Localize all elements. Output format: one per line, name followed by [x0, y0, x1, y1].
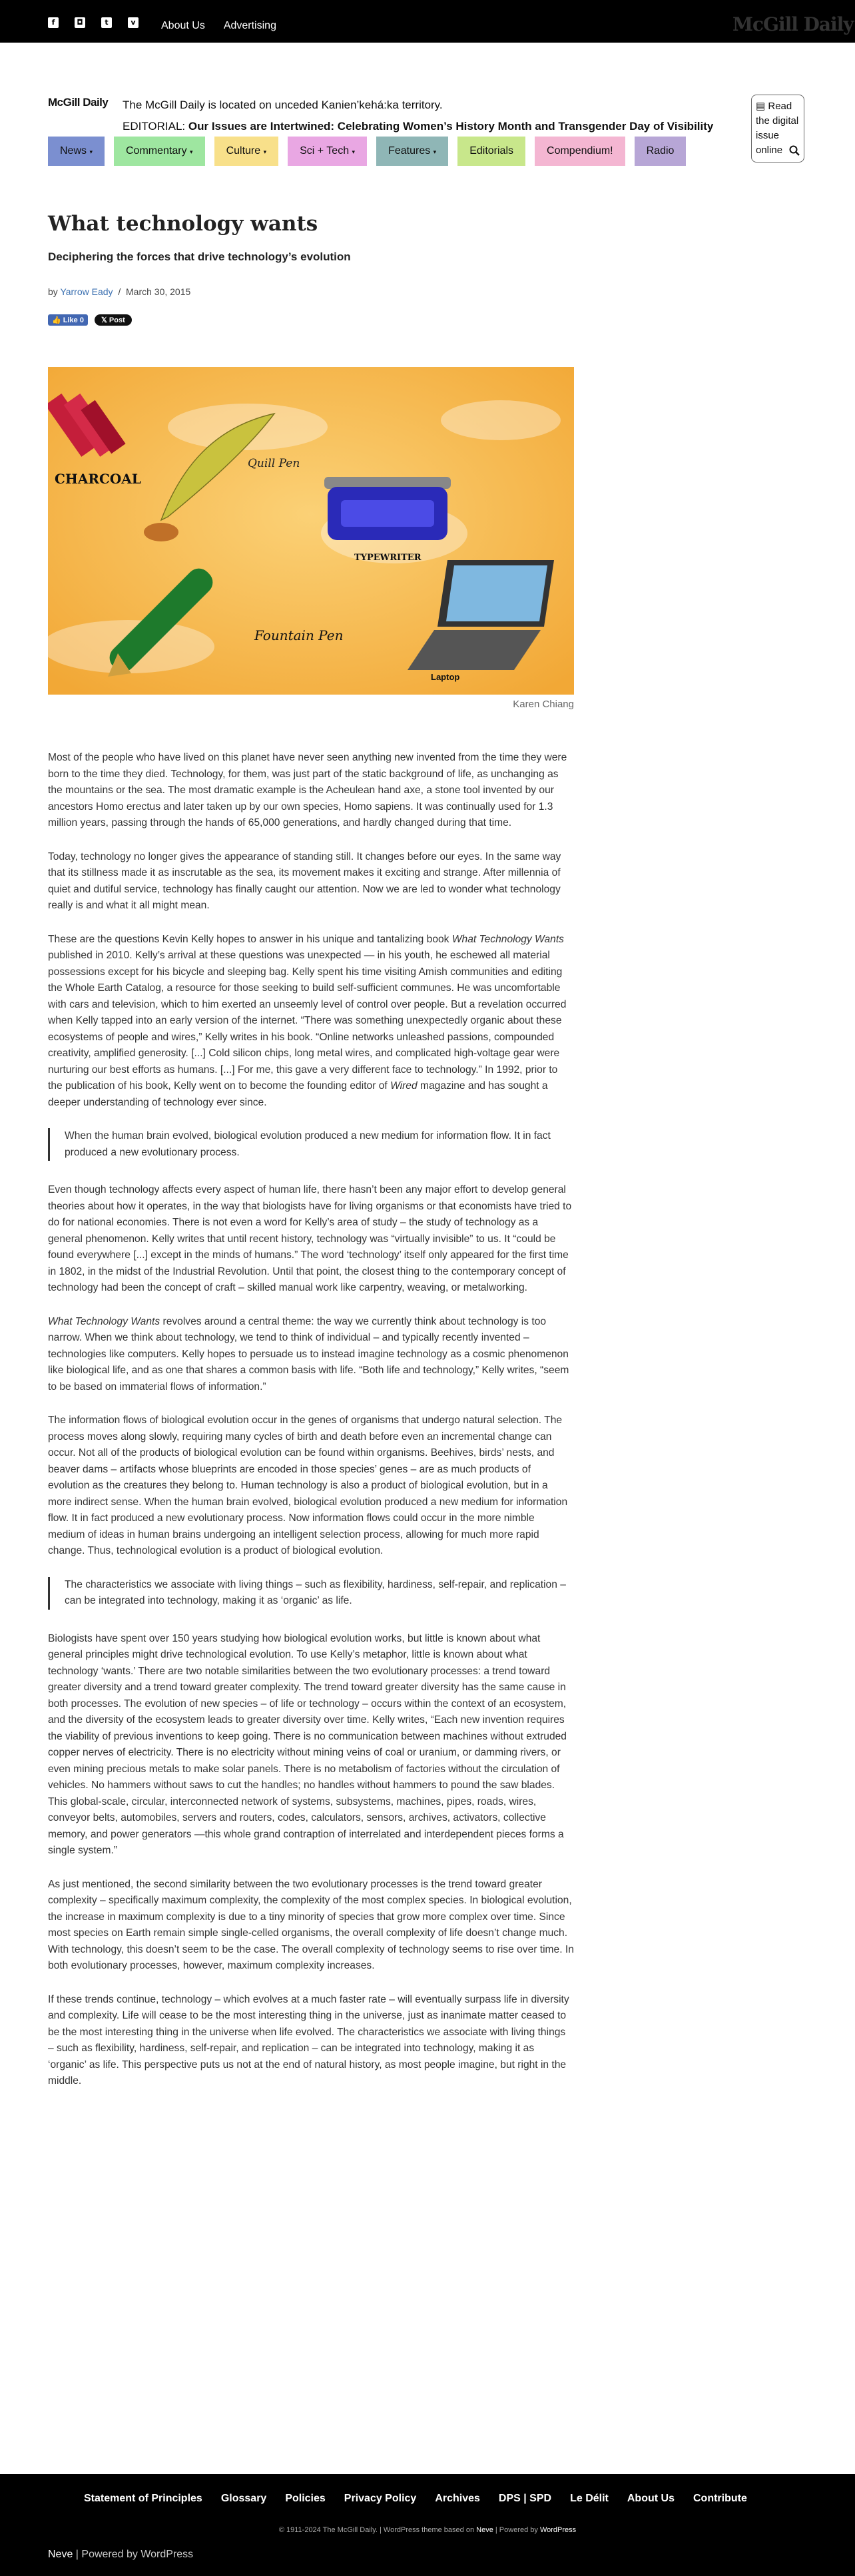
typewriter-drawing	[324, 477, 451, 540]
wordpress-link[interactable]: WordPress	[539, 2526, 577, 2534]
footer-link-glossary[interactable]: Glossary	[220, 2493, 267, 2504]
image-caption: Karen Chiang	[513, 699, 574, 710]
nav-culture[interactable]: Culture ▾	[214, 137, 279, 166]
thumbs-up-icon: 👍	[52, 316, 61, 324]
x-icon: 𝕏	[101, 316, 107, 324]
footer-link-contribute[interactable]: Contribute	[693, 2493, 747, 2504]
neve-link[interactable]: Neve	[476, 2526, 493, 2534]
byline	[48, 286, 574, 297]
facebook-like-button[interactable]: 👍 Like 0	[48, 314, 88, 326]
author-link[interactable]: Yarrow Eady	[60, 286, 113, 297]
theme-credit: Neve | Powered by WordPress	[48, 2549, 194, 2560]
chevron-down-icon: ▾	[89, 149, 93, 155]
vimeo-icon[interactable]: v	[128, 17, 139, 28]
neve-credit-link[interactable]: Neve	[48, 2549, 73, 2560]
paragraph-6: The information flows of biological evolution occur in the genes of organisms that undergo natural selection. The process moves along slowly, requiring many cycles of birth and death before even an incremental change can occur. Not all of the products of biological evolution can be found within organisms. Beehives, birds’ nests, and beaver dams – artifacts whose blueprints are encoded in those species’ genes – are as much products of evolution as the creatures they belong to. Human technology is also a product of biological evolution, but in a more indirect sense. When the human brain evolved, biological evolution produced a new medium for information flow. It in fact produced a new evolutionary process. Now information flows could occur in the more nimble medium of ideas in human brains undergoing an intelligent selection process, allowing for much more rapid change. Thus, technological evolution is a product of biological evolution.	[48, 1415, 568, 1556]
advertising-link[interactable]: Advertising	[223, 20, 276, 31]
x-post-button[interactable]: 𝕏 Post	[95, 314, 132, 326]
footer-link-archives[interactable]: Archives	[435, 2493, 480, 2504]
newspaper-icon: ▤	[756, 101, 766, 112]
social-links	[48, 17, 139, 28]
site-logo[interactable]: McGill Daily	[48, 96, 109, 109]
laptop-label: Laptop	[431, 672, 460, 682]
pull-quote-1: When the human brain evolved, biological evolution produced a new medium for information flow. It in fact produced a new evolutionary process.	[48, 1128, 574, 1161]
footer-link-privacy[interactable]: Privacy Policy	[344, 2493, 417, 2504]
read-digital-label: Read the digital issue online	[756, 101, 799, 156]
footer-link-policies[interactable]: Policies	[285, 2493, 326, 2504]
chevron-down-icon: ▾	[263, 149, 267, 155]
nav-sci-tech[interactable]: Sci + Tech ▾	[288, 137, 367, 166]
instagram-icon[interactable]: ◘	[75, 17, 85, 28]
twitter-icon[interactable]: t	[101, 17, 112, 28]
footer-link-about[interactable]: About Us	[627, 2493, 675, 2504]
category-nav	[48, 137, 686, 166]
top-logo[interactable]: McGill Daily	[732, 13, 854, 35]
article-illustration	[48, 367, 574, 695]
chevron-down-icon: ▾	[352, 149, 356, 155]
quill-label: Quill Pen	[248, 457, 300, 470]
article-title: What technology wants	[48, 212, 318, 236]
nav-compendium[interactable]: Compendium!	[535, 137, 625, 166]
about-us-link[interactable]: About Us	[161, 20, 205, 31]
illustration-svg	[48, 367, 574, 695]
article-body	[48, 750, 574, 2090]
pull-quote-2: The characteristics we associate with living things – such as flexibility, hardiness, self-repair, and replication – can be integrated into technology, making it as ‘organic’ as life.	[48, 1577, 574, 1610]
paragraph-5: What Technology Wants revolves around a central theme: the way we currently think about technology is too narrow. When we think about technology, we tend to think of individual – and typically recently invented – technologies like computers. Kelly hopes to persuade us to instead imagine technology as a cosmic phenomenon like biological life, and as one that shares a common basis with life. “Both life and technology,” Kelly writes, “seem to be based on immaterial flows of information.”	[48, 1315, 569, 1393]
top-bar	[0, 0, 855, 43]
paragraph-7: Biologists have spent over 150 years studying how biological evolution works, but little is known about what general principles might drive technological evolution. To use Kelly’s metaphor, little is known about what technology ‘wants.’ There are two notable similarities between the two evolutionary processes: a trend toward greater diversity and a trend toward greater complexity. The trend toward greater diversity has the same cause in both processes. The evolution of new species – of life or technology – occurs within the context of an ecosystem, and the diversity of the ecosystem leads to greater diversity over time. Kelly writes, “Each new invention requires the viability of previous inventions to keep going. There is no communication between machines without extruded copper nerves of electricity. There is no electricity without mining veins of coal or uranium, or damming rivers, or even mining precious metals to make solar panels. There is no metabolism of factories without the circulation of vehicles. No hammers without saws to cut the handles; no handles without hammers to pound the saw blades. This global-scale, circular, interconnected network of systems, subsystems, machines, pipes, roads, wires, conveyor belts, automobiles, servers and routers, codes, calculators, sensors, archives, activators, collective memory, and power generators —this whole grand contraption of interrelated and interdependent pieces forms a single system.”	[48, 1632, 567, 1856]
site-footer	[0, 2474, 855, 2576]
typewriter-label: TYPEWRITER	[354, 553, 422, 563]
footer-link-principles[interactable]: Statement of Principles	[84, 2493, 202, 2504]
paragraph-9: If these trends continue, technology – which evolves at a much faster rate – will eventually surpass life in diversity and complexity. Life will cease to be the most interesting thing in the universe, just as inanimate matter ceased to be the most interesting thing in the universe when life evolved. The characteristics we associate with living things – such as flexibility, hardiness, self-repair, and replication – can be integrated into technology, making it as ‘organic’ as life. This perspective puts us not at the end of natural history, as most people imagine, but right in the middle.	[48, 1993, 569, 2087]
editorial-title[interactable]: Our Issues are Intertwined: Celebrating Women’s History Month and Transgender Day of Visibility	[188, 120, 714, 133]
nav-radio[interactable]: Radio	[635, 137, 687, 166]
editorial-banner[interactable]	[123, 120, 713, 133]
paragraph-8: As just mentioned, the second similarity between the two evolutionary processes is the trend toward greater complexity – specifically maximum complexity, the complexity of the most complex species. In biological evolution, the increase in maximum complexity is due to a tiny minority of species that grow more complex over time. Since most species on Earth remain simple single-celled organisms, the overall complexity of life doesn’t change much. With technology, this doesn’t seem to be the case. The overall complexity of technology seems to rise over time. In both evolutionary processes, however, maximum complexity increases.	[48, 1878, 574, 1971]
chevron-down-icon: ▾	[433, 149, 437, 155]
top-links	[161, 20, 276, 32]
footer-link-le-delit[interactable]: Le Délit	[570, 2493, 609, 2504]
paragraph-2: Today, technology no longer gives the appearance of standing still. It changes before our eyes. In the same way that its stillness made it as inscrutable as the sea, its movement makes it exciting and strange. After millennia of quiet and dutiful service, technology has finally caught our attention. Now we are led to wonder what technology really is and what it all might mean.	[48, 850, 561, 911]
byline-by: by	[48, 286, 58, 297]
land-acknowledgement: The McGill Daily is located on unceded Kanien’kehá:ka territory.	[123, 99, 443, 111]
nav-commentary[interactable]: Commentary ▾	[114, 137, 205, 166]
footer-links	[84, 2493, 747, 2505]
nav-features[interactable]: Features ▾	[376, 137, 448, 166]
facebook-icon[interactable]: f	[48, 17, 59, 28]
charcoal-label: CHARCOAL	[55, 471, 141, 487]
paragraph-1: Most of the people who have lived on this planet have never seen anything new invented from the time they were born to the time they died. Technology, for them, was just part of the static background of life, as unchanging as the mountains or the sea. The most dramatic example is the Acheulean hand axe, a stone tool invented by our ancestors Homo erectus and later taken up by our own species, Homo sapiens. It was continually used for 1.3 million years, passing through the hands of 65,000 generations, and hardly changed during that time.	[48, 752, 567, 828]
footer-link-dps[interactable]: DPS | SPD	[498, 2493, 552, 2504]
search-icon[interactable]	[789, 145, 800, 156]
fountain-pen-label: Fountain Pen	[254, 627, 344, 643]
article	[48, 200, 574, 2107]
share-buttons	[48, 314, 574, 326]
copyright: © 1911-2024 The McGill Daily. | WordPress theme based on Neve | Powered by WordPress	[278, 2526, 577, 2534]
nav-editorials[interactable]: Editorials	[457, 137, 525, 166]
paragraph-3: These are the questions Kevin Kelly hopes to answer in his unique and tantalizing book What Technology Wants published in 2010. Kelly’s arrival at these questions was unexpected — in his youth, he eschewed all material possessions except for his bicycle and sleeping bag. Kelly spent his time visiting Amish communities and editing the Whole Earth Catalog, a resource for those seeking to build self-sufficient communes. He was uncomfortable with cars and television, which to him exerted an unseemly level of control over people. But a revelation occurred when Kelly tapped into an early version of the internet. “There was something unexpectedly organic about these ecosystems of people and wires,” Kelly writes in his book. “Online networks unleashed passions, compounded creativity, amplified generosity. [...] Cold silicon chips, long metal wires, and complicated high-voltage gear were nurturing our best efforts as humans. [...] For me, this gave a very different face to technology.” In 1992, prior to the publication of his book, Kelly went on to become the founding editor of Wired magazine and has sought a deeper understanding of technology ever since.	[48, 933, 567, 1108]
article-subtitle: Deciphering the forces that drive technology’s evolution	[48, 250, 351, 263]
paragraph-4: Even though technology affects every aspect of human life, there hasn’t been any major effort to develop general theories about how it operates, in the way that biologists have for living organisms or that economists have tried to do for national economies. There is not even a word for Kelly’s area of study – the study of technology as a general phenomenon. Kelly writes that until recent history, technology was “virtually invisible” to us. It “could be found everywhere [...] except in the minds of humans.” The word ‘technology’ itself only appeared for the first time in 1802, in the midst of the Industrial Revolution. Until that point, the closest thing to the contemporary concept of technology had been the concept of craft – skilled manual work like carpentry, weaving, or metalworking.	[48, 1184, 572, 1293]
chevron-down-icon: ▾	[190, 149, 193, 155]
editorial-prefix: EDITORIAL:	[123, 120, 188, 133]
publish-date: March 30, 2015	[126, 286, 191, 297]
byline-sep: /	[118, 286, 121, 297]
nav-news[interactable]: News ▾	[48, 137, 105, 166]
